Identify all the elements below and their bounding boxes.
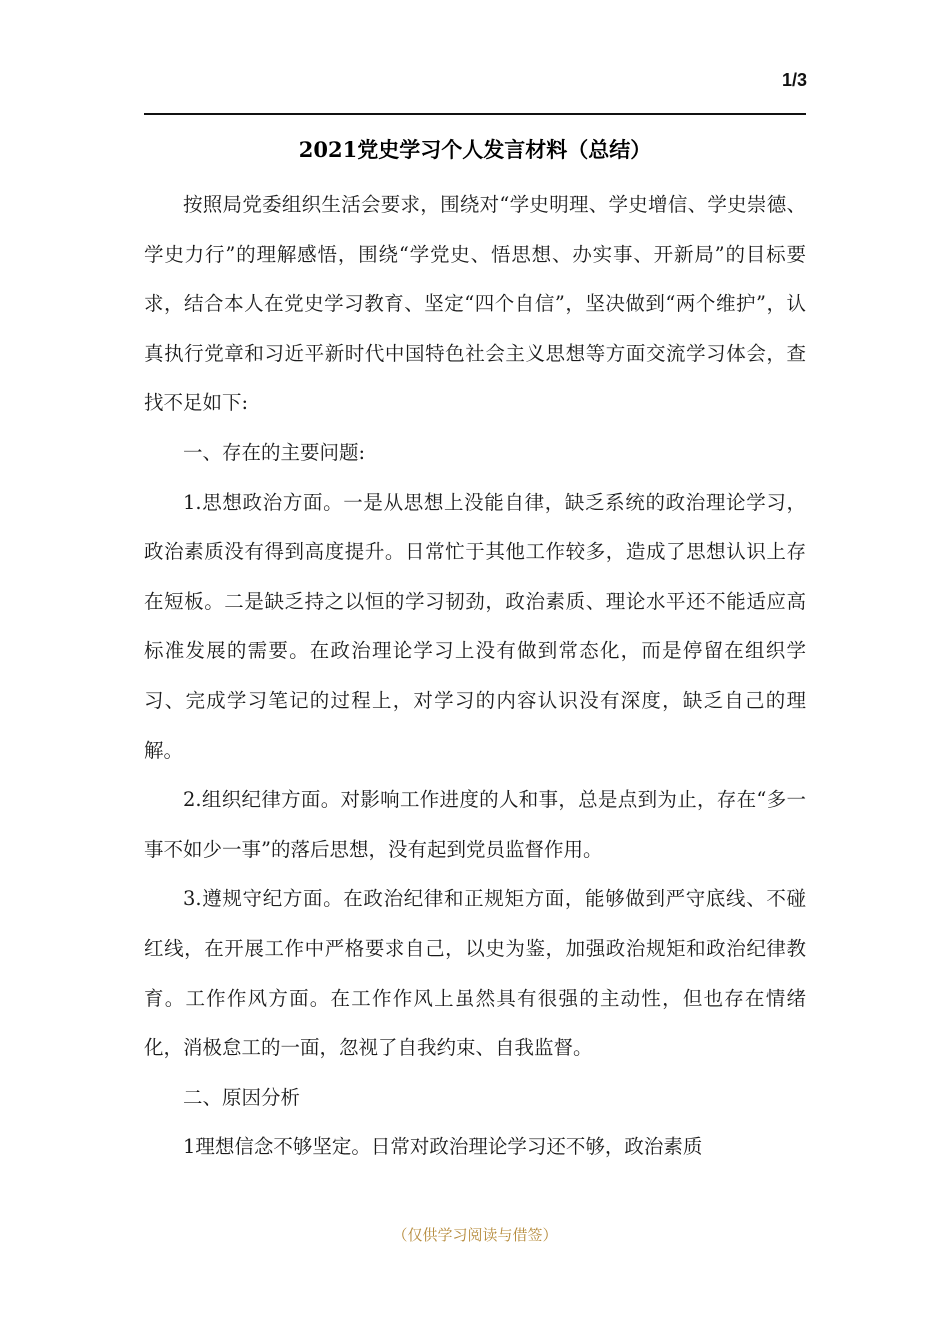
footer-note: （仅供学习阅读与借签） [392,1226,558,1244]
section-heading-causes: 二、原因分析 [183,1085,301,1109]
header-divider [144,113,806,115]
paragraph-ideals-belief: 1理想信念不够坚定。日常对政治理论学习还不够，政治素质 [183,1135,703,1159]
paragraph-intro: 按照局党委组织生活会要求，围绕对“学史明理、学史增信、学史崇德、学史力行”的理解感悟，围绕“学党史、悟思想、办实事、开新局”的目标要求，结合本人在党史学习教育、坚定“四个自信”，坚决做到“两个维护”，认真执行党章和习近平新时代中国特色社会主义思想等方面交流学习体会，查找不足如下: [144,193,806,415]
page-number: 1/3 [781,70,807,90]
paragraph-organizational-discipline: 2.组织纪律方面。对影响工作进度的人和事，总是点到为止，存在“多一事不如少一事”的落后思想，没有起到党员监督作用。 [144,788,806,861]
document-body [144,180,806,1172]
paragraph-rules-compliance: 3.遵规守纪方面。在政治纪律和正规矩方面，能够做到严守底线、不碰红线，在开展工作中严格要求自己，以史为鉴，加强政治规矩和政治纪律教育。工作作风方面。在工作作风上虽然具有很强的主动性，但也存在情绪化，消极怠工的一面，忽视了自我约束、自我监督。 [144,887,806,1060]
section-heading-problems: 一、存在的主要问题: [183,440,366,464]
document-title: 2021党史学习个人发言材料（总结） [298,137,652,162]
paragraph-political-thought: 1.思想政治方面。一是从思想上没能自律，缺乏系统的政治理论学习，政治素质没有得到高度提升。日常忙于其他工作较多，造成了思想认识上存在短板。二是缺乏持之以恒的学习韧劲，政治素质、理论水平还不能适应高标准发展的需要。在政治理论学习上没有做到常态化，而是停留在组织学习、完成学习笔记的过程上，对学习的内容认识没有深度，缺乏自己的理解。 [144,490,806,762]
